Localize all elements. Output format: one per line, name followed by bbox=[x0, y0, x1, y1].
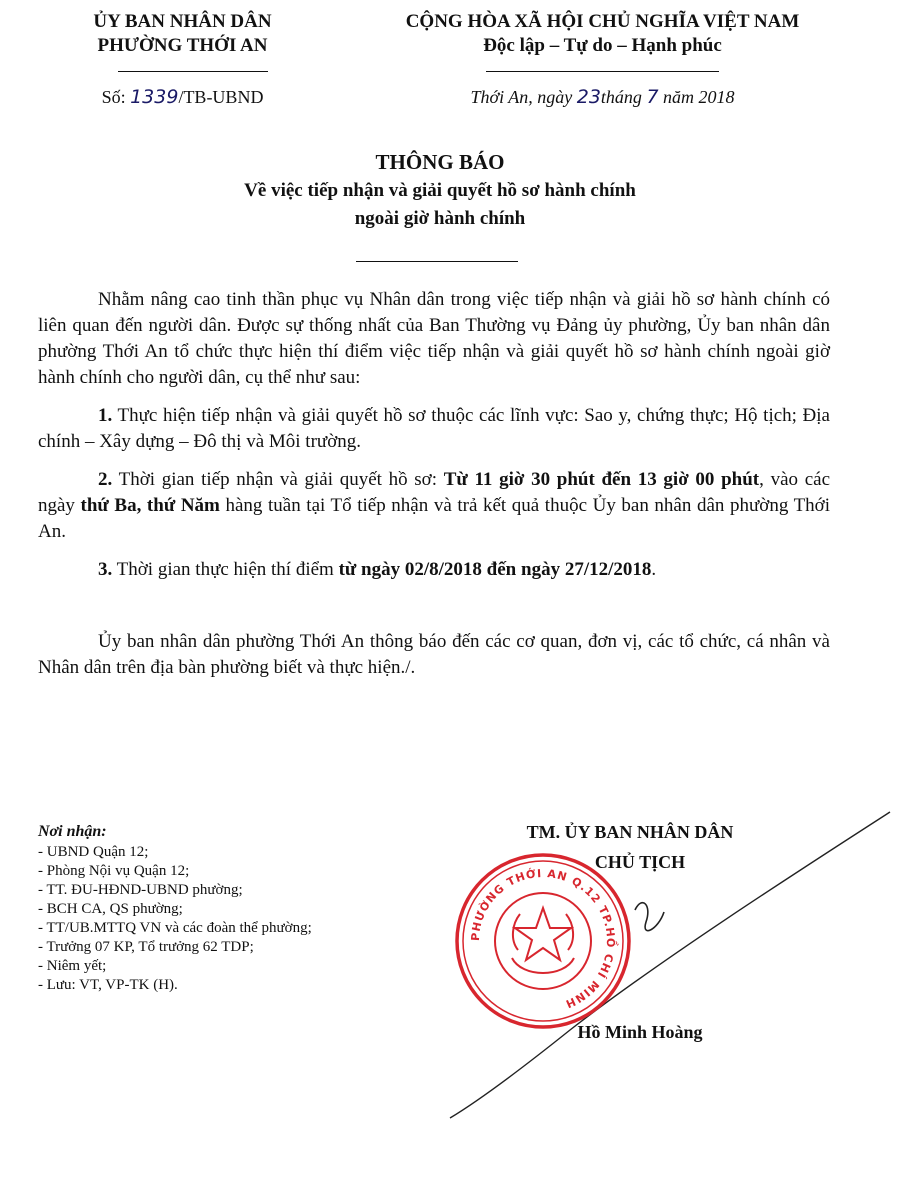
recipient-item: - Phòng Nội vụ Quận 12; bbox=[38, 863, 190, 879]
authority-line1: ỦY BAN NHÂN DÂN bbox=[93, 11, 272, 32]
date-month-handwritten: 7 bbox=[646, 86, 659, 108]
recipient-item: - TT. ĐU-HĐND-UBND phường; bbox=[38, 882, 243, 898]
number-handwritten: 1339 bbox=[130, 86, 179, 108]
item-2-text-e: hàng tuần tại Tổ tiếp nhận và trả kết quả thuộc Ủy ban nhân dân phường Thới An. bbox=[38, 495, 830, 542]
recipients-block bbox=[38, 822, 458, 995]
item-3 bbox=[38, 557, 830, 583]
item-1 bbox=[38, 403, 830, 455]
recipients-title: Nơi nhận: bbox=[38, 823, 107, 840]
recipient-item: - Lưu: VT, VP-TK (H). bbox=[38, 977, 178, 993]
national-title bbox=[345, 10, 860, 58]
number-prefix: Số: bbox=[101, 87, 126, 107]
seal-ring-text: PHƯỜNG THỚI AN Q.12 TP.HỒ CHÍ MINH bbox=[468, 866, 618, 1011]
item-2-text-a: Thời gian tiếp nhận và giải quyết hồ sơ: bbox=[112, 469, 444, 490]
recipient-item: - TT/UB.MTTQ VN và các đoàn thể phường; bbox=[38, 920, 312, 936]
date-day-handwritten: 23 bbox=[576, 86, 601, 108]
item-2-text-c: , vào các ngày bbox=[38, 469, 830, 516]
item-1-text: Thực hiện tiếp nhận và giải quyết hồ sơ thuộc các lĩnh vực: Sao y, chứng thực; Hộ tịch; Địa chính – Xây dựng – Đô thị và Môi trường. bbox=[38, 405, 830, 452]
authority-line2: PHƯỜNG THỚI AN bbox=[97, 35, 268, 56]
signature-org: TM. ỦY BAN NHÂN DÂN bbox=[526, 822, 734, 842]
country-name: CỘNG HÒA XÃ HỘI CHỦ NGHĨA VIỆT NAM bbox=[405, 11, 800, 32]
recipient-item: - UBND Quận 12; bbox=[38, 844, 149, 860]
item-2 bbox=[38, 467, 830, 545]
recipient-item: - Niêm yết; bbox=[38, 958, 107, 974]
title-underline bbox=[356, 261, 518, 262]
item-3-text-a: Thời gian thực hiện thí điểm bbox=[112, 559, 339, 580]
motto-underline bbox=[486, 71, 719, 72]
date-prefix: Thới An, ngày bbox=[470, 87, 573, 107]
document-subject-line1: Về việc tiếp nhận và giải quyết hồ sơ hành chính bbox=[244, 180, 636, 201]
date-year: năm 2018 bbox=[663, 87, 735, 107]
recipient-item: - BCH CA, QS phường; bbox=[38, 901, 183, 917]
number-suffix: /TB-UBND bbox=[178, 87, 264, 107]
authority-underline bbox=[118, 71, 268, 72]
item-3-period: từ ngày 02/8/2018 đến ngày 27/12/2018 bbox=[338, 559, 652, 580]
seal-emblem bbox=[512, 908, 574, 973]
recipients-list bbox=[38, 843, 458, 995]
document-date bbox=[345, 86, 860, 108]
signer-name: Hồ Minh Hoàng bbox=[577, 1022, 703, 1042]
item-2-days: thứ Ba, thứ Năm bbox=[80, 495, 220, 516]
item-3-number: 3. bbox=[98, 559, 113, 580]
national-motto: Độc lập – Tự do – Hạnh phúc bbox=[483, 35, 722, 56]
intro-paragraph: Nhằm nâng cao tinh thần phục vụ Nhân dân trong việc tiếp nhận và giải hồ sơ hành chính có liên quan đến người dân. Được sự thống nhất của Ban Thường vụ Đảng ủy phường, Ủy ban nhân dân phường Thới An tổ chức thực hiện thí điểm việc tiếp nhận và giải quyết hồ sơ hành chính ngoài giờ hành chính cho người dân, cụ thể như sau: bbox=[38, 289, 830, 388]
official-seal-icon bbox=[452, 850, 634, 1032]
item-1-number: 1. bbox=[98, 405, 113, 426]
closing-paragraph: Ủy ban nhân dân phường Thới An thông báo đến các cơ quan, đơn vị, các tổ chức, cá nhân và Nhân dân trên địa bàn phường biết và thực hiện./. bbox=[38, 631, 830, 678]
seal-rings bbox=[457, 855, 629, 1027]
document-number bbox=[60, 86, 305, 108]
issuing-authority bbox=[60, 10, 305, 58]
item-2-time: Từ 11 giờ 30 phút đến 13 giờ 00 phút bbox=[443, 469, 760, 490]
item-3-text-c: . bbox=[651, 559, 657, 580]
document-body bbox=[38, 287, 830, 681]
item-2-number: 2. bbox=[98, 469, 113, 490]
document-type: THÔNG BÁO bbox=[375, 150, 505, 174]
document-subject-line2: ngoài giờ hành chính bbox=[354, 208, 526, 229]
signature-role: CHỦ TỊCH bbox=[594, 852, 686, 872]
date-month-label: tháng bbox=[600, 87, 642, 107]
recipient-item: - Trưởng 07 KP, Tổ trưởng 62 TDP; bbox=[38, 939, 254, 955]
